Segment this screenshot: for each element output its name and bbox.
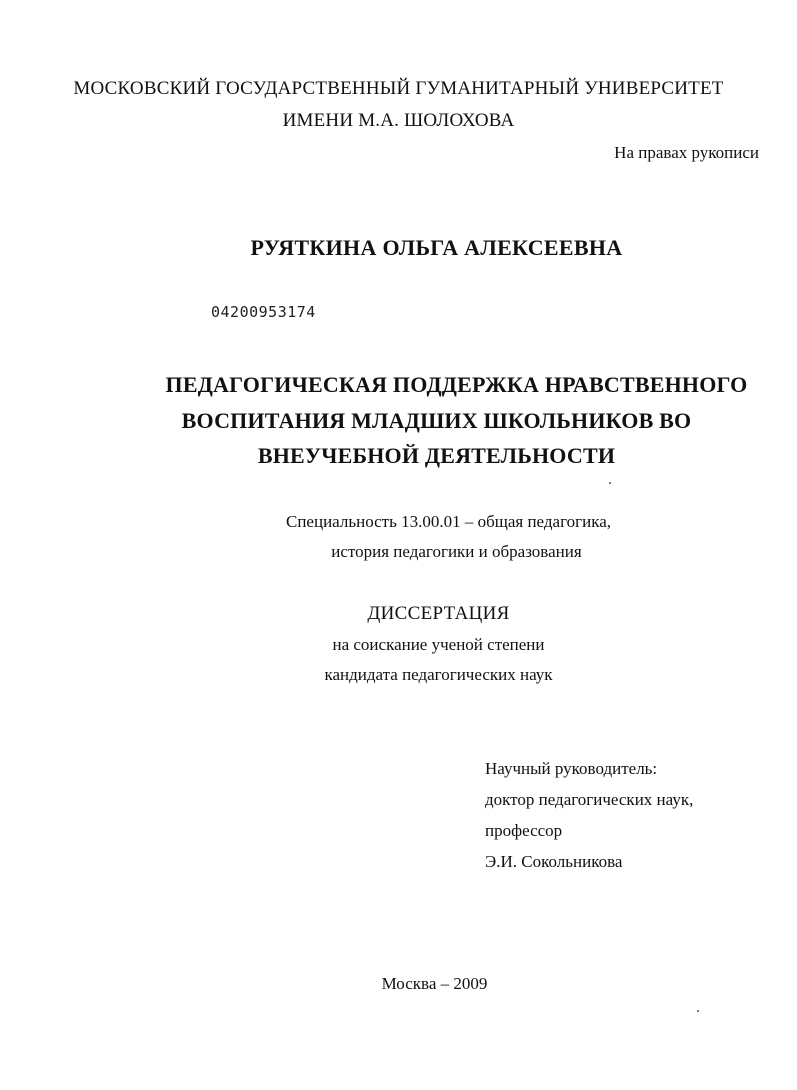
city-year: Москва – 2009: [381, 974, 488, 993]
university-name-line2: ИМЕНИ М.А. ШОЛОХОВА: [282, 110, 515, 131]
catalog-number: 04200953174: [211, 303, 316, 321]
dissertation-line-2: кандидата педагогических наук: [324, 665, 553, 684]
dissertation-line-1: на соискание ученой степени: [332, 635, 545, 654]
scan-speck: [609, 482, 611, 484]
dissertation-heading: ДИССЕРТАЦИЯ: [367, 603, 510, 624]
specialty-line-2: история педагогики и образования: [331, 542, 582, 561]
title-line-3: ВНЕУЧЕБНОЙ ДЕЯТЕЛЬНОСТИ: [257, 443, 616, 468]
advisor-label: Научный руководитель:: [485, 759, 658, 778]
manuscript-note: На правах рукописи: [614, 143, 759, 162]
title-line-2: ВОСПИТАНИЯ МЛАДШИХ ШКОЛЬНИКОВ ВО: [181, 408, 692, 433]
author-name: РУЯТКИНА ОЛЬГА АЛЕКСЕЕВНА: [250, 235, 623, 260]
advisor-name: Э.И. Сокольникова: [485, 852, 623, 871]
university-name: МОСКОВСКИЙ ГОСУДАРСТВЕННЫЙ ГУМАНИТАРНЫЙ УНИВЕРСИТЕТ: [73, 78, 724, 99]
scan-speck: [697, 1010, 699, 1012]
title-line-1: ПЕДАГОГИЧЕСКАЯ ПОДДЕРЖКА НРАВСТВЕННОГО: [165, 372, 748, 397]
advisor-degree: доктор педагогических наук,: [485, 790, 694, 809]
advisor-rank: профессор: [485, 821, 563, 840]
specialty-line-1: Специальность 13.00.01 – общая педагогика,: [286, 512, 611, 531]
